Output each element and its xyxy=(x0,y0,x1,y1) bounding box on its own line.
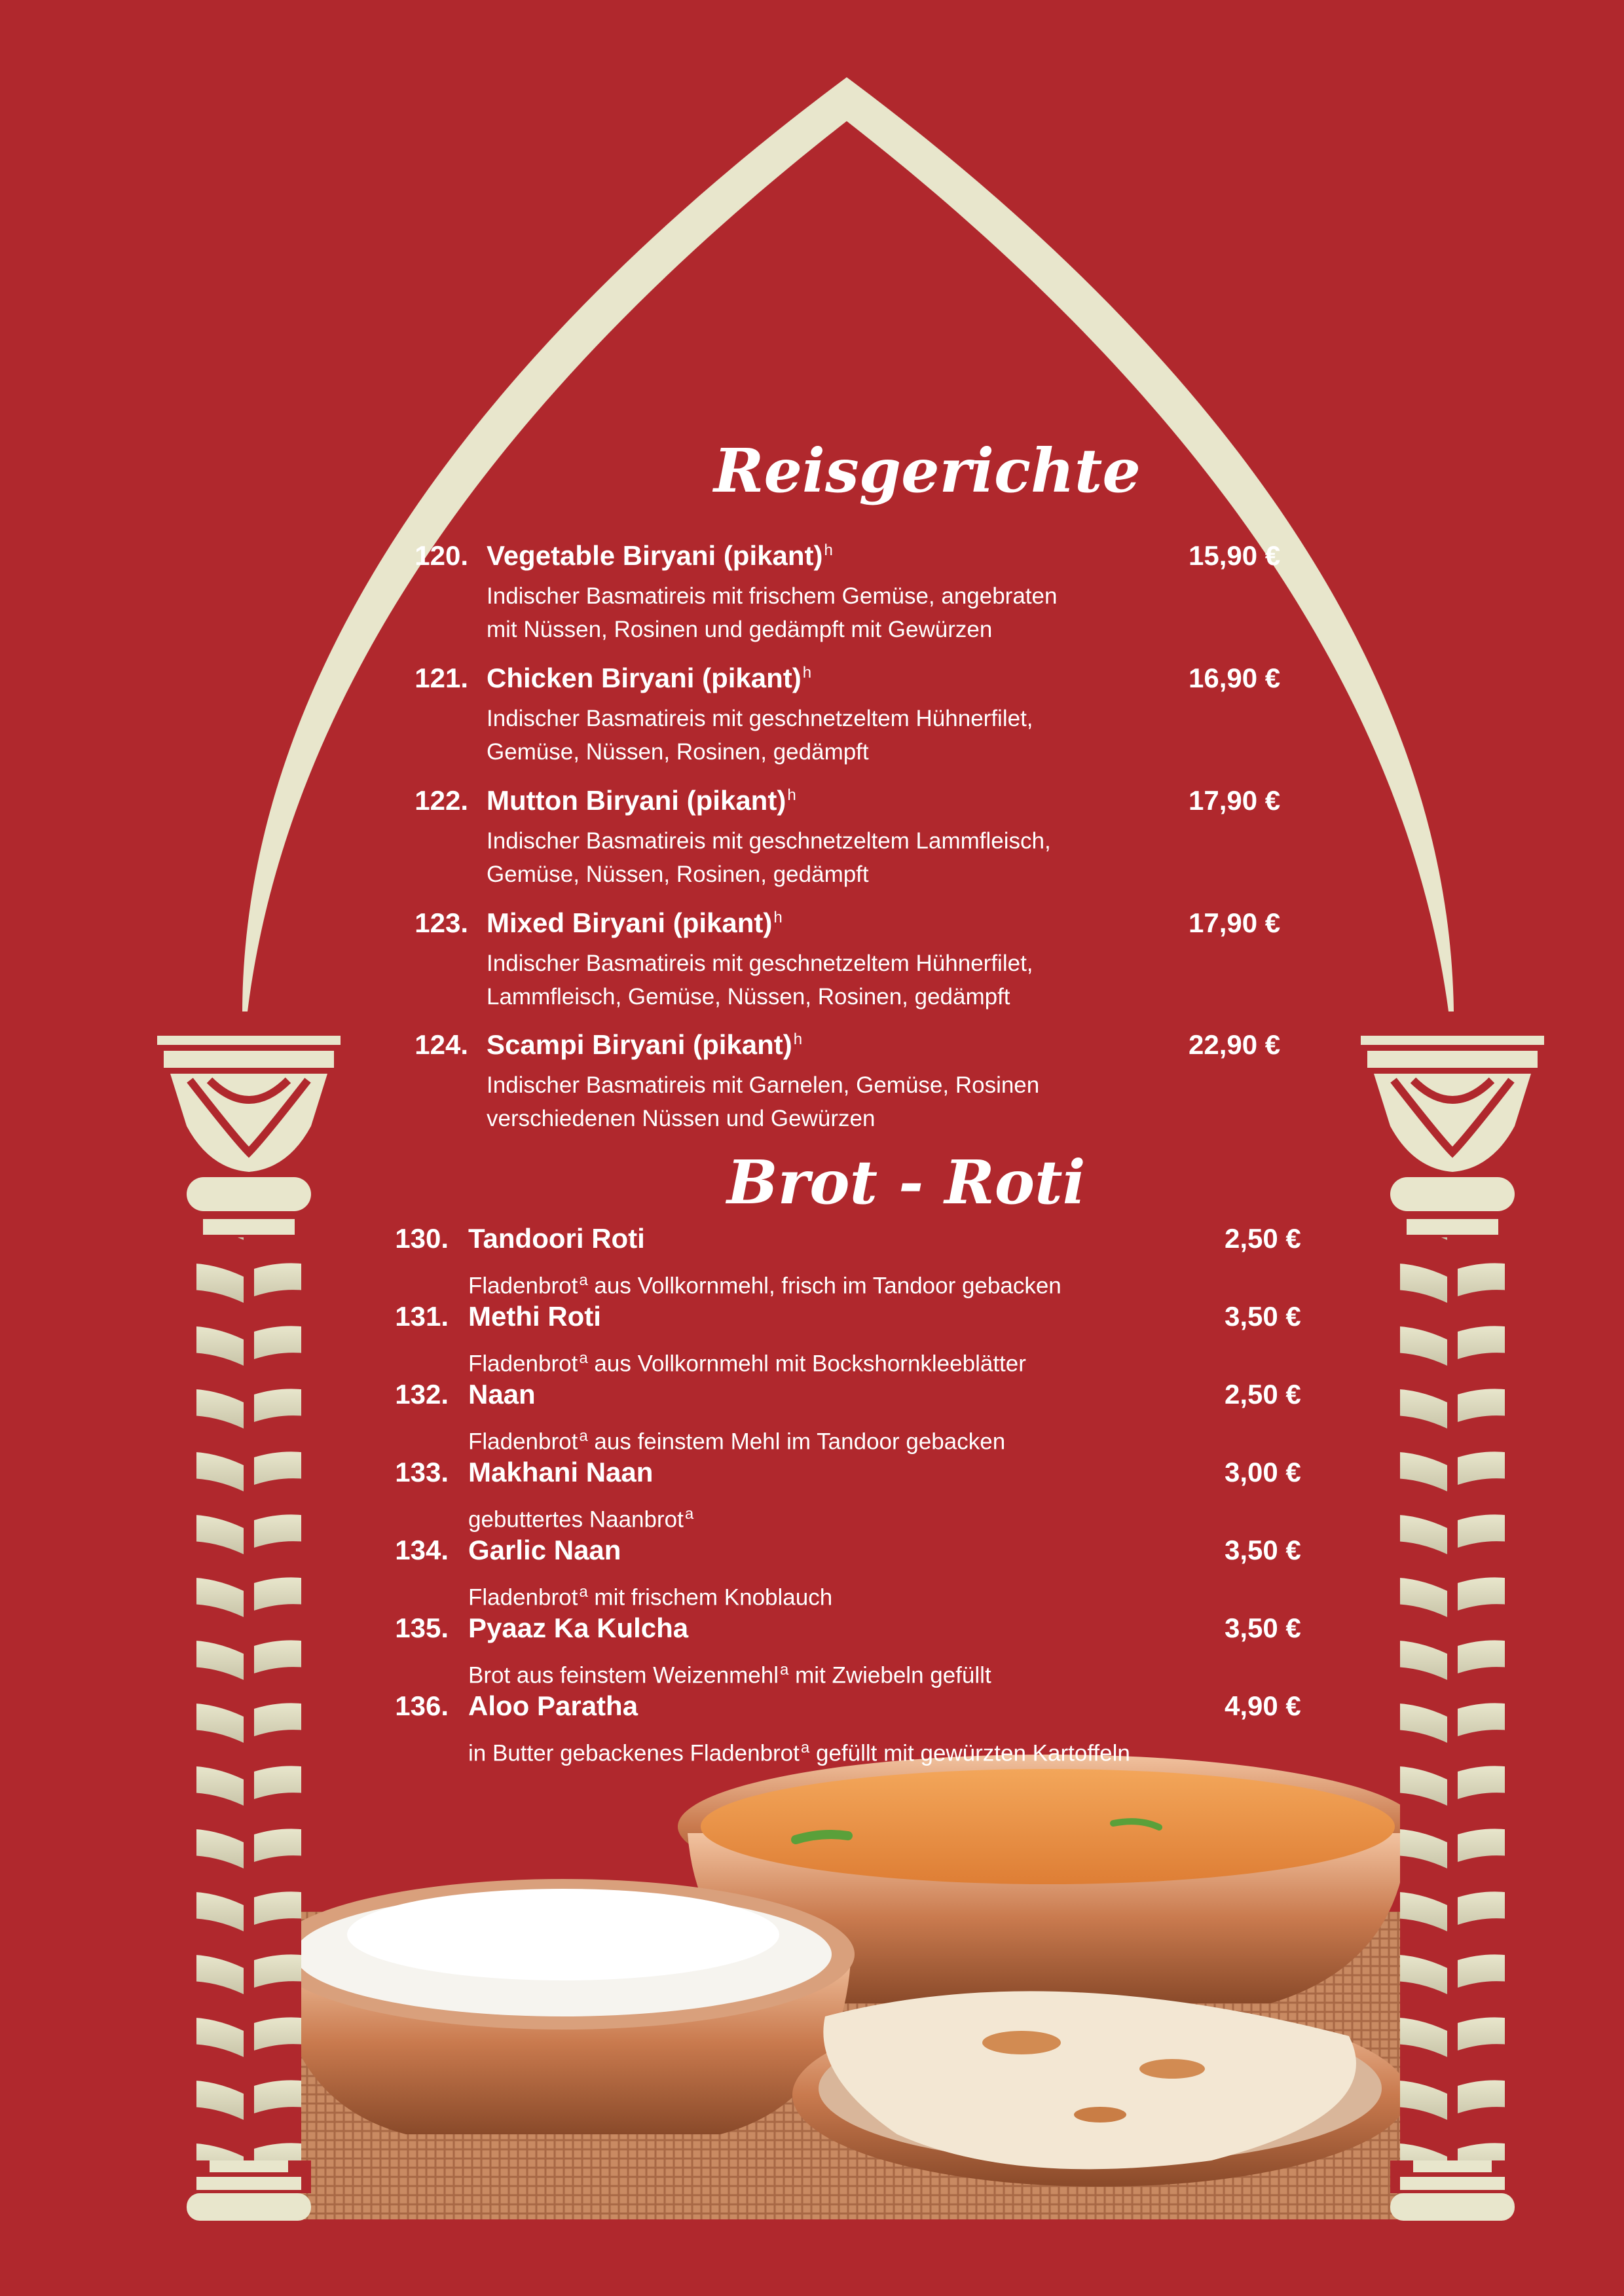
item-description: gebuttertes Naanbrot$^a$ xyxy=(468,1505,694,1533)
item-name: Vegetable Biryani (pikant)$^h$ xyxy=(487,540,833,571)
item-name: Scampi Biryani (pikant)$^h$ xyxy=(487,1029,803,1060)
item-price: 17,90 € xyxy=(1189,785,1281,816)
item-description: Indischer Basmatireis mit Garnelen, Gemüse, Rosinen verschiedenen Nüssen und Gewürzen xyxy=(487,1072,1040,1131)
allergen-mark: h xyxy=(824,541,833,559)
item-description: Indischer Basmatireis mit geschnetzeltem Hühnerfilet, Lammfleisch, Gemüse, Nüssen, Rosinen, gedämpft xyxy=(487,951,1033,1010)
rice-section-title: Reisgerichte xyxy=(714,435,1141,506)
item-description: Fladenbrot$^a$ mit frischem Knoblauch xyxy=(468,1583,833,1611)
item-number: 120. xyxy=(415,540,468,571)
item-description: Fladenbrot$^a$ aus feinstem Mehl im Tandoor gebacken xyxy=(468,1427,1006,1455)
allergen-mark: h xyxy=(793,1030,803,1048)
item-number: 121. xyxy=(415,663,468,693)
item-number: 131. xyxy=(395,1301,449,1332)
item-description: Fladenbrot$^a$ aus Vollkornmehl, frisch im Tandoor gebacken xyxy=(468,1271,1061,1299)
item-number: 133. xyxy=(395,1457,449,1487)
item-name: Chicken Biryani (pikant)$^h$ xyxy=(487,663,812,693)
item-number: 123. xyxy=(415,907,468,938)
item-name: Aloo Paratha xyxy=(468,1690,638,1721)
item-price: 22,90 € xyxy=(1189,1029,1281,1060)
item-name: Makhani Naan xyxy=(468,1457,654,1487)
item-name: Garlic Naan xyxy=(468,1535,621,1565)
allergen-mark: h xyxy=(773,909,783,926)
allergen-mark: h xyxy=(787,786,796,804)
item-name: Naan xyxy=(468,1379,536,1410)
item-price: 15,90 € xyxy=(1189,540,1281,571)
item-price: 3,50 € xyxy=(1225,1535,1301,1565)
item-price: 3,50 € xyxy=(1225,1301,1301,1332)
item-name: Mutton Biryani (pikant)$^h$ xyxy=(487,785,796,816)
item-name: Methi Roti xyxy=(468,1301,601,1332)
item-description: Indischer Basmatireis mit frischem Gemüse, angebraten mit Nüssen, Rosinen und gedämpft mit Gewürzen xyxy=(487,583,1058,642)
food-photo xyxy=(196,1755,1503,2219)
item-number: 135. xyxy=(395,1613,449,1643)
item-price: 3,00 € xyxy=(1225,1457,1301,1487)
item-number: 122. xyxy=(415,785,468,816)
item-name: Tandoori Roti xyxy=(468,1223,645,1254)
item-number: 132. xyxy=(395,1379,449,1410)
item-price: 4,90 € xyxy=(1225,1690,1301,1721)
allergen-mark: a xyxy=(579,1427,588,1445)
item-number: 134. xyxy=(395,1535,449,1565)
allergen-mark: a xyxy=(800,1739,810,1757)
allergen-mark: a xyxy=(684,1505,694,1523)
item-price: 16,90 € xyxy=(1189,663,1281,693)
item-description: Brot aus feinstem Weizenmehl$^a$ mit Zwiebeln gefüllt xyxy=(468,1661,991,1688)
item-number: 136. xyxy=(395,1690,449,1721)
item-name: Mixed Biryani (pikant)$^h$ xyxy=(487,907,783,938)
allergen-mark: h xyxy=(802,664,812,682)
item-description: Indischer Basmatireis mit geschnetzeltem Hühnerfilet, Gemüse, Nüssen, Rosinen, gedämpft xyxy=(487,706,1033,765)
allergen-mark: a xyxy=(579,1349,588,1367)
allergen-mark: a xyxy=(780,1661,789,1679)
item-price: 2,50 € xyxy=(1225,1379,1301,1410)
allergen-mark: a xyxy=(579,1583,588,1601)
bread-section-title: Brot - Roti xyxy=(727,1147,1086,1218)
item-description: in Butter gebackenes Fladenbrot$^a$ gefüllt mit gewürzten Kartoffeln xyxy=(468,1739,1130,1766)
item-description: Fladenbrot$^a$ aus Vollkornmehl mit Bockshornkleeblätter xyxy=(468,1349,1026,1377)
item-price: 2,50 € xyxy=(1225,1223,1301,1254)
item-price: 17,90 € xyxy=(1189,907,1281,938)
item-number: 124. xyxy=(415,1029,468,1060)
allergen-mark: a xyxy=(579,1271,588,1289)
item-number: 130. xyxy=(395,1223,449,1254)
item-price: 3,50 € xyxy=(1225,1613,1301,1643)
item-name: Pyaaz Ka Kulcha xyxy=(468,1613,689,1643)
item-description: Indischer Basmatireis mit geschnetzeltem Lammfleisch, Gemüse, Nüssen, Rosinen, gedämpft xyxy=(487,828,1051,887)
